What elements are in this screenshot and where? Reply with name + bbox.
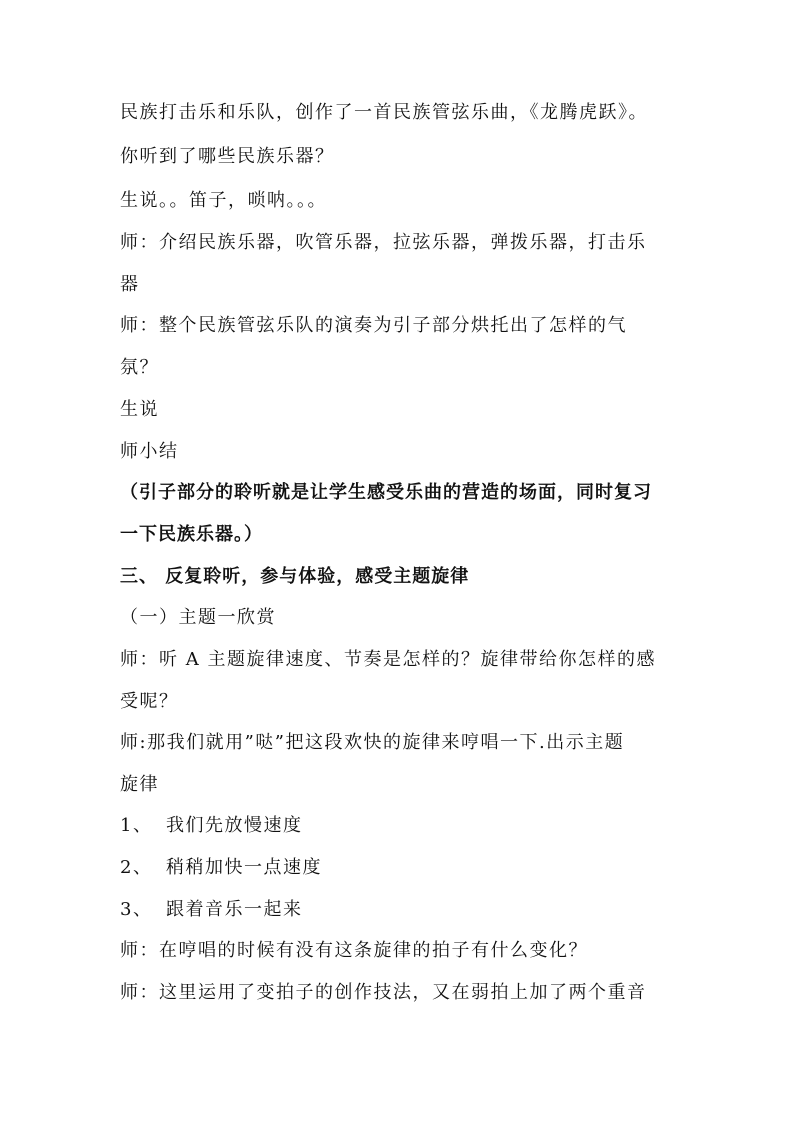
list-item-text: 我们先放慢速度 bbox=[166, 815, 303, 836]
text-line-21: 师：在哼唱的时候有没有这条旋律的拍子有什么变化？ bbox=[120, 940, 588, 961]
text-line-2: 你听到了哪些民族乐器？ bbox=[120, 146, 335, 167]
text-line-5: 器 bbox=[120, 274, 140, 295]
text-line-15: 受呢？ bbox=[120, 691, 179, 712]
text-line-17: 旋律 bbox=[120, 774, 159, 795]
text-line-16: 师:那我们就用”哒”把这段欢快的旋律来哼唱一下.出示主题 bbox=[120, 732, 625, 753]
bold-note-line-1: （引子部分的聆听就是让学生感受乐曲的营造的场面，同时复习 bbox=[120, 482, 652, 503]
text-line-22: 师：这里运用了变拍子的创作技法，又在弱拍上加了两个重音 bbox=[120, 982, 647, 1003]
text-line-1: 民族打击乐和乐队，创作了一首民族管弦乐曲，《龙腾虎跃》。 bbox=[120, 102, 648, 123]
text-line-7: 氛？ bbox=[120, 357, 159, 378]
list-item-text: 跟着音乐一起来 bbox=[166, 899, 303, 920]
text-line-8: 生说 bbox=[120, 399, 159, 420]
text-line-4: 师：介绍民族乐器，吹管乐器，拉弦乐器，弹拨乐器，打击乐 bbox=[120, 232, 647, 253]
list-marker: 3、 bbox=[120, 899, 153, 920]
subsection-heading: （一）主题一欣赏 bbox=[120, 607, 276, 628]
list-marker: 2、 bbox=[120, 857, 153, 878]
bold-note-line-2: 一下民族乐器。） bbox=[120, 524, 263, 545]
text-line-6: 师：整个民族管弦乐队的演奏为引子部分烘托出了怎样的气 bbox=[120, 315, 627, 336]
section-heading: 三、 反复聆听，参与体验，感受主题旋律 bbox=[120, 566, 470, 587]
text-line-14: 师：听 A 主题旋律速度、节奏是怎样的？旋律带给你怎样的感 bbox=[120, 649, 656, 670]
list-item-1 bbox=[120, 814, 303, 838]
text-line-3: 生说。。笛子，唢呐。。。 bbox=[120, 190, 327, 211]
list-marker: 1、 bbox=[120, 815, 153, 836]
list-item-text: 稍稍加快一点速度 bbox=[166, 857, 322, 878]
list-item-3 bbox=[120, 898, 303, 922]
text-line-9: 师小结 bbox=[120, 441, 179, 462]
list-item-2 bbox=[120, 856, 322, 880]
